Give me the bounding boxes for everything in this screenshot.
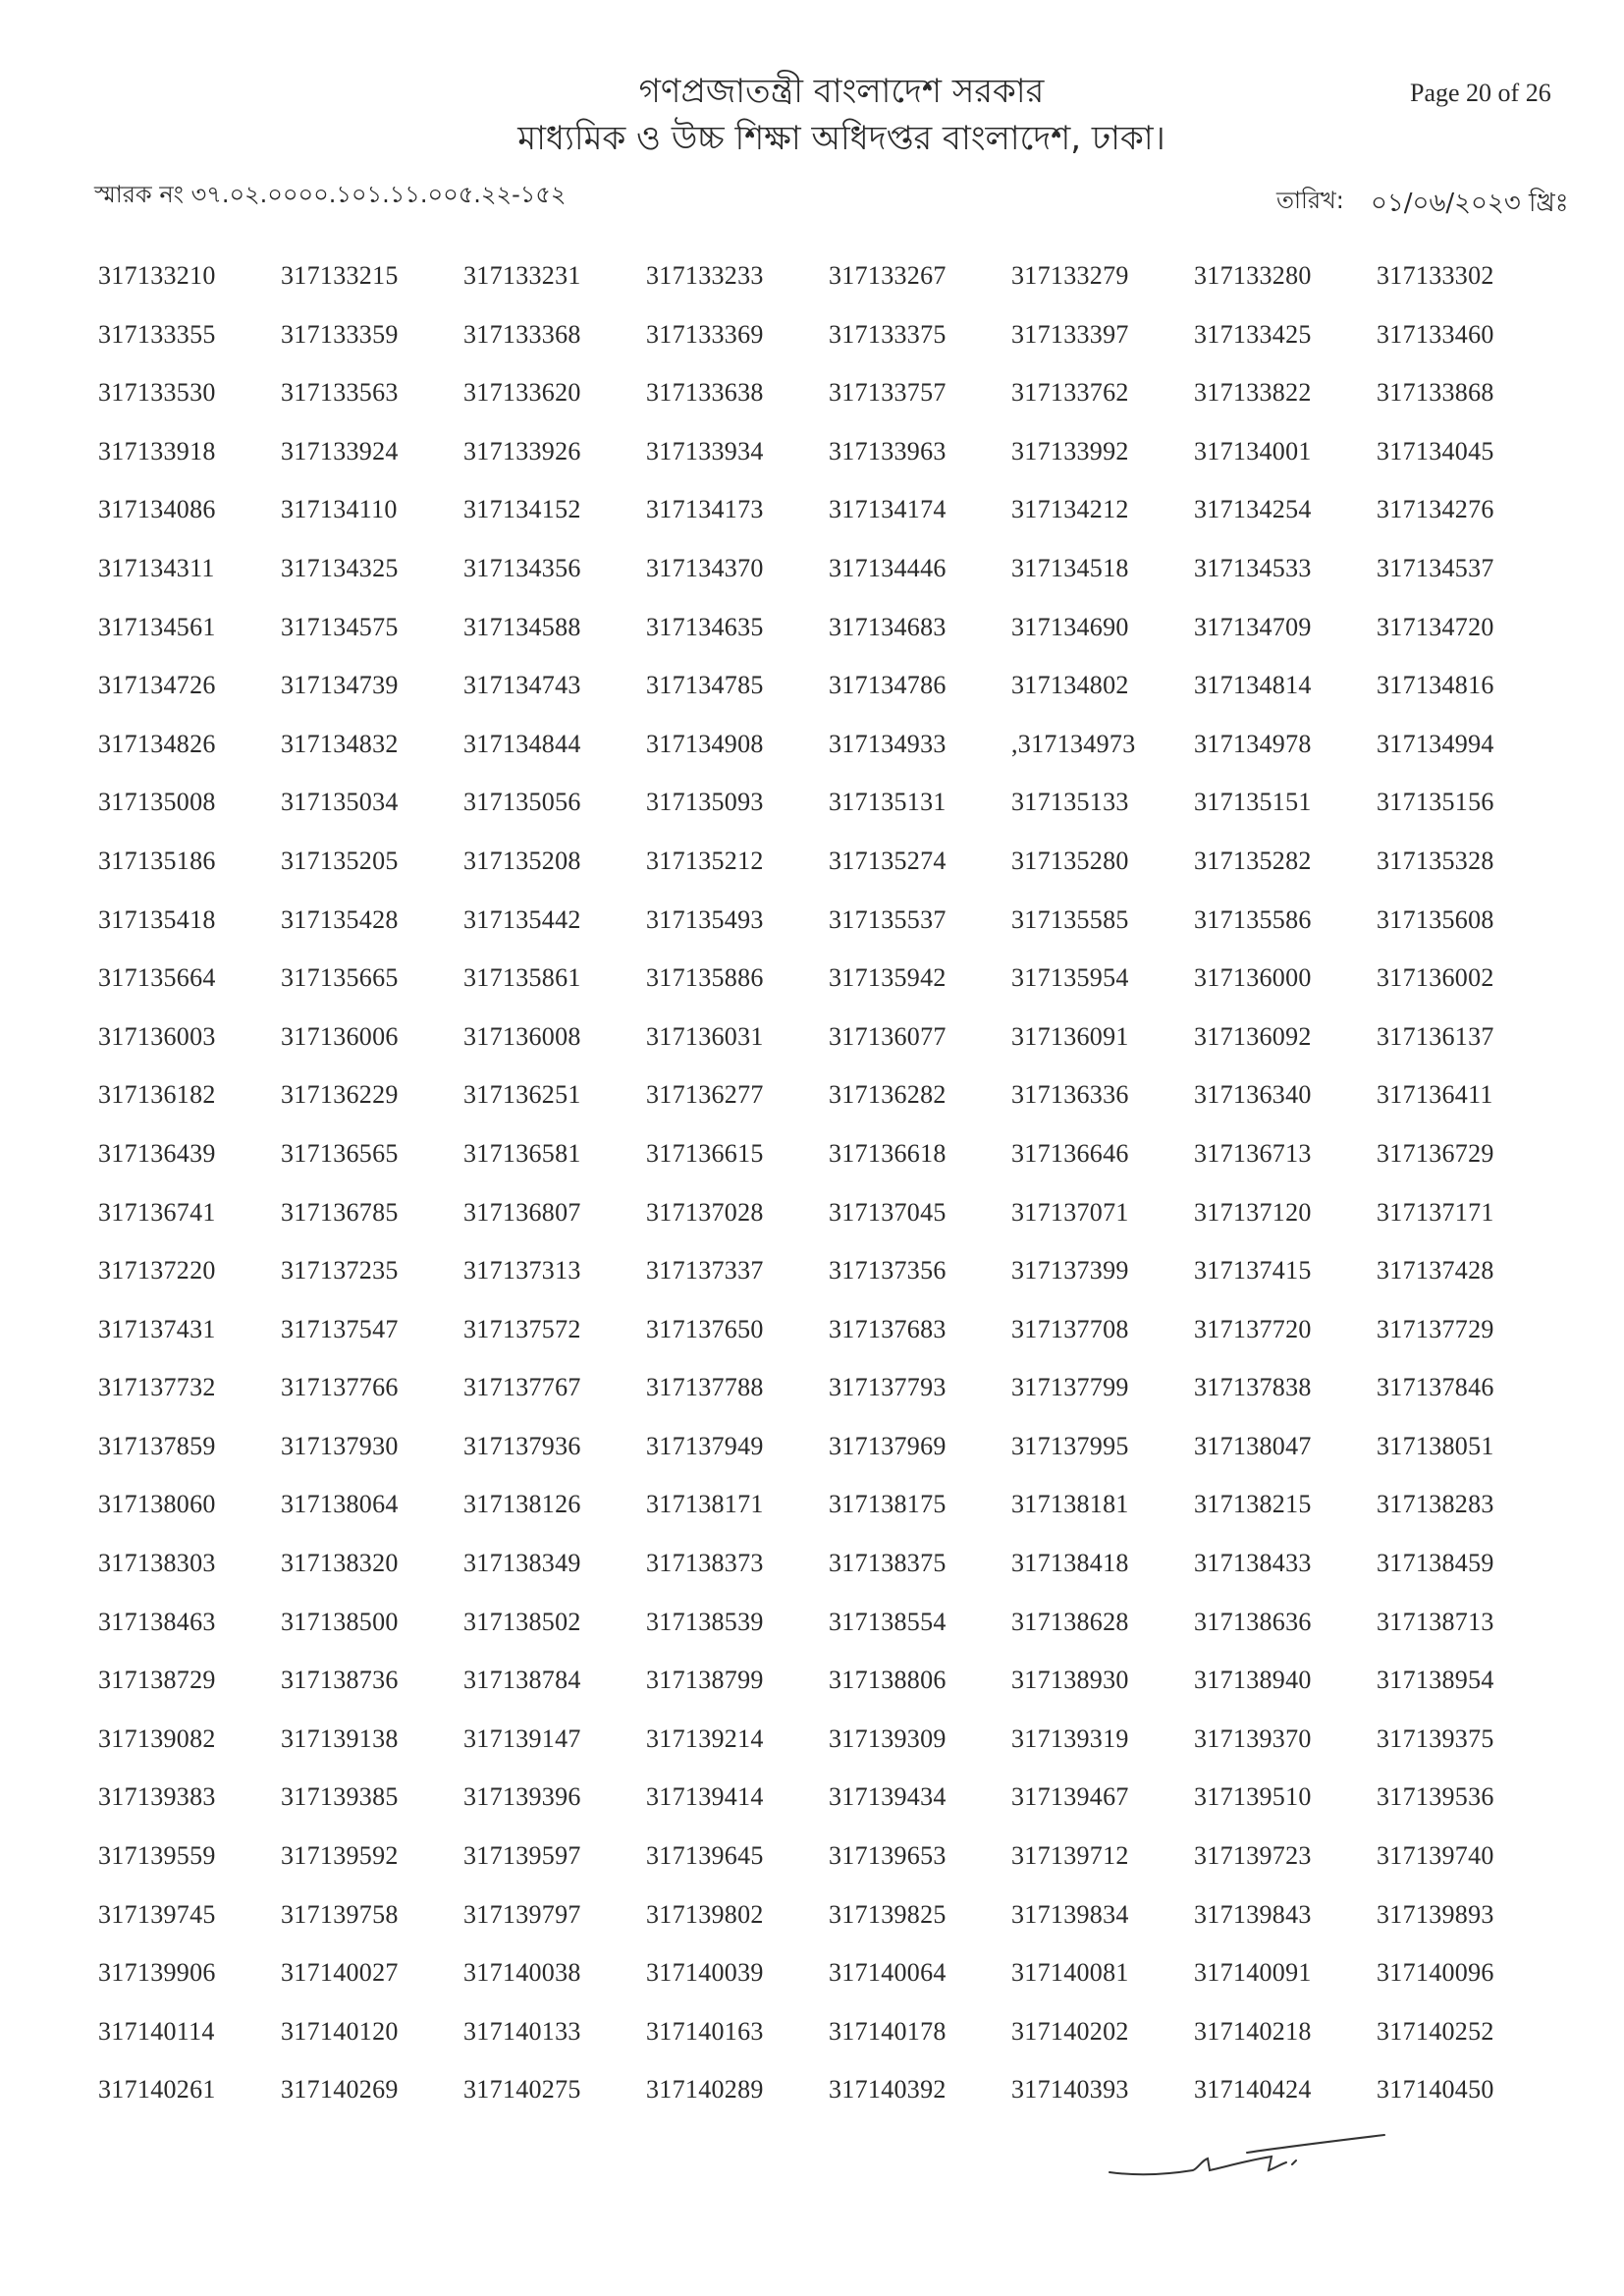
document-header bbox=[0, 69, 1624, 163]
roll-number-cell: 317135156 bbox=[1377, 788, 1494, 817]
roll-number-cell: 317135585 bbox=[1011, 904, 1129, 934]
roll-number-cell: 317138349 bbox=[463, 1549, 581, 1578]
roll-number-cell: 317136618 bbox=[829, 1138, 947, 1168]
roll-number-cell: 317140038 bbox=[463, 1958, 581, 1988]
roll-number-cell: 317137846 bbox=[1377, 1373, 1494, 1402]
roll-number-cell: 317137729 bbox=[1377, 1314, 1494, 1343]
roll-number-cell: 317139319 bbox=[1011, 1723, 1129, 1753]
roll-number-cell: 317138713 bbox=[1377, 1607, 1494, 1636]
roll-number-cell: 317136277 bbox=[646, 1080, 764, 1110]
roll-number-cell: 317136336 bbox=[1011, 1080, 1129, 1110]
roll-number-cell: 317134212 bbox=[1011, 495, 1129, 524]
roll-number-cell: 317140091 bbox=[1194, 1958, 1312, 1988]
roll-number-cell: 317135186 bbox=[98, 846, 216, 875]
government-title: গণপ্রজাতন্ত্রী বাংলাদেশ সরকার bbox=[638, 72, 1045, 111]
roll-number-cell: 317139843 bbox=[1194, 1899, 1312, 1929]
roll-number-cell: 317135886 bbox=[646, 963, 764, 993]
roll-number-cell: 317133563 bbox=[281, 378, 399, 408]
roll-number-cell: 317134173 bbox=[646, 495, 764, 524]
roll-number-cell: 317138320 bbox=[281, 1549, 399, 1578]
roll-number-cell: 317137428 bbox=[1377, 1256, 1494, 1285]
roll-number-cell: 317138215 bbox=[1194, 1490, 1312, 1519]
roll-number-cell: 317138736 bbox=[281, 1666, 399, 1695]
roll-number-cell: 317137399 bbox=[1011, 1256, 1129, 1285]
roll-number-cell: 317133924 bbox=[281, 436, 399, 465]
roll-number-cell: 317139745 bbox=[98, 1899, 216, 1929]
roll-number-cell: 317135428 bbox=[281, 904, 399, 934]
roll-number-cell: 317138500 bbox=[281, 1607, 399, 1636]
roll-number-cell: 317134001 bbox=[1194, 436, 1312, 465]
roll-number-cell: 317138729 bbox=[98, 1666, 216, 1695]
roll-number-cell: 317134832 bbox=[281, 729, 399, 758]
roll-number-cell: 317137859 bbox=[98, 1431, 216, 1460]
roll-number-cell: 317134086 bbox=[98, 495, 216, 524]
roll-number-cell: 317135280 bbox=[1011, 846, 1129, 875]
roll-number-cell: 317138930 bbox=[1011, 1666, 1129, 1695]
roll-number-cell: 317137547 bbox=[281, 1314, 399, 1343]
roll-number-cell: 317135212 bbox=[646, 846, 764, 875]
roll-number-cell: 317133992 bbox=[1011, 436, 1129, 465]
roll-number-cell: 317138636 bbox=[1194, 1607, 1312, 1636]
roll-number-cell: 317138181 bbox=[1011, 1490, 1129, 1519]
roll-number-cell: 317139214 bbox=[646, 1723, 764, 1753]
roll-number-cell: 317137071 bbox=[1011, 1197, 1129, 1227]
roll-number-cell: 317138433 bbox=[1194, 1549, 1312, 1578]
roll-number-cell: 317134588 bbox=[463, 612, 581, 641]
roll-number-cell: 317138283 bbox=[1377, 1490, 1494, 1519]
roll-number-cell: 317135942 bbox=[829, 963, 947, 993]
roll-number-cell: 317134739 bbox=[281, 671, 399, 700]
roll-number-cell: 317139653 bbox=[829, 1841, 947, 1871]
roll-number-cell: 317136785 bbox=[281, 1197, 399, 1227]
roll-number-cell: 317140163 bbox=[646, 2016, 764, 2046]
roll-number-cell: 317136077 bbox=[829, 1021, 947, 1051]
roll-number-cell: 317140275 bbox=[463, 2075, 581, 2105]
roll-number-cell: 317134933 bbox=[829, 729, 947, 758]
roll-number-cell: 317135861 bbox=[463, 963, 581, 993]
roll-number-cell: 317136340 bbox=[1194, 1080, 1312, 1110]
roll-number-cell: 317139559 bbox=[98, 1841, 216, 1871]
roll-number-cell: 317135093 bbox=[646, 788, 764, 817]
roll-number-cell: 317138303 bbox=[98, 1549, 216, 1578]
roll-number-cell: 317133279 bbox=[1011, 261, 1129, 290]
roll-number-cell: 317134446 bbox=[829, 553, 947, 582]
roll-number-cell: 317134110 bbox=[281, 495, 398, 524]
roll-number-cell: 317134683 bbox=[829, 612, 947, 641]
roll-number-cell: 317139467 bbox=[1011, 1782, 1129, 1812]
roll-number-cell: 317139712 bbox=[1011, 1841, 1129, 1871]
roll-number-cell: 317136581 bbox=[463, 1138, 581, 1168]
roll-number-cell: 317137120 bbox=[1194, 1197, 1312, 1227]
roll-number-cell: 317135664 bbox=[98, 963, 216, 993]
roll-number-cell: 317137732 bbox=[98, 1373, 216, 1402]
roll-number-cell: 317133369 bbox=[646, 319, 764, 349]
roll-number-cell: 317137171 bbox=[1377, 1197, 1494, 1227]
roll-number-cell: 317138064 bbox=[281, 1490, 399, 1519]
roll-number-cell: 317136137 bbox=[1377, 1021, 1494, 1051]
roll-number-cell: 317133215 bbox=[281, 261, 399, 290]
date-value: ০১/০৬/২০২৩ খ্রিঃ bbox=[1371, 189, 1569, 218]
date-label: তারিখ: bbox=[1276, 187, 1344, 214]
roll-number-cell: 317133397 bbox=[1011, 319, 1129, 349]
roll-number-cell: 317140133 bbox=[463, 2016, 581, 2046]
roll-number-cell: 317134816 bbox=[1377, 671, 1494, 700]
roll-number-cell: 317138060 bbox=[98, 1490, 216, 1519]
roll-number-cell: 317134690 bbox=[1011, 612, 1129, 641]
roll-number-cell: 317138047 bbox=[1194, 1431, 1312, 1460]
roll-number-cell: 317134720 bbox=[1377, 612, 1494, 641]
roll-number-cell: 317138459 bbox=[1377, 1549, 1494, 1578]
roll-number-cell: 317136565 bbox=[281, 1138, 399, 1168]
roll-number-cell: 317137356 bbox=[829, 1256, 947, 1285]
roll-number-cell: 317134785 bbox=[646, 671, 764, 700]
roll-number-cell: 317134537 bbox=[1377, 553, 1494, 582]
roll-number-cell: 317136411 bbox=[1377, 1080, 1493, 1110]
roll-number-cell: 317135493 bbox=[646, 904, 764, 934]
roll-number-cell: 317140027 bbox=[281, 1958, 399, 1988]
roll-number-cell: 317138373 bbox=[646, 1549, 764, 1578]
roll-number-cell: 317135205 bbox=[281, 846, 399, 875]
roll-number-cell: 317134254 bbox=[1194, 495, 1312, 524]
roll-number-cell: 317138628 bbox=[1011, 1607, 1129, 1636]
roll-number-grid bbox=[98, 261, 1551, 2134]
roll-number-cell: 317134561 bbox=[98, 612, 216, 641]
roll-number-cell: 317133926 bbox=[463, 436, 581, 465]
roll-number-cell: 317136003 bbox=[98, 1021, 216, 1051]
roll-number-cell: 317133375 bbox=[829, 319, 947, 349]
roll-number-cell: 317137415 bbox=[1194, 1256, 1312, 1285]
roll-number-cell: 317139536 bbox=[1377, 1782, 1494, 1812]
roll-number-cell: 317136729 bbox=[1377, 1138, 1494, 1168]
roll-number-cell: 317134533 bbox=[1194, 553, 1312, 582]
signature bbox=[1100, 2131, 1394, 2190]
roll-number-cell: 317137313 bbox=[463, 1256, 581, 1285]
roll-number-cell: 317139414 bbox=[646, 1782, 764, 1812]
roll-number-cell: 317137650 bbox=[646, 1314, 764, 1343]
roll-number-cell: 317133231 bbox=[463, 261, 581, 290]
roll-number-cell: 317134311 bbox=[98, 553, 215, 582]
roll-number-cell: 317140114 bbox=[98, 2016, 215, 2046]
roll-number-cell: 317134370 bbox=[646, 553, 764, 582]
roll-number-cell: 317139797 bbox=[463, 1899, 581, 1929]
roll-number-cell: 317135954 bbox=[1011, 963, 1129, 993]
roll-number-cell: 317135133 bbox=[1011, 788, 1129, 817]
roll-number-cell: 317134575 bbox=[281, 612, 399, 641]
roll-number-cell: 317133638 bbox=[646, 378, 764, 408]
roll-number-cell: 317137337 bbox=[646, 1256, 764, 1285]
roll-number-cell: 317133868 bbox=[1377, 378, 1494, 408]
roll-number-cell: 317138940 bbox=[1194, 1666, 1312, 1695]
roll-number-cell: 317137431 bbox=[98, 1314, 216, 1343]
roll-number-cell: 317139893 bbox=[1377, 1899, 1494, 1929]
roll-number-cell: 317140424 bbox=[1194, 2075, 1312, 2105]
roll-number-cell: 317137235 bbox=[281, 1256, 399, 1285]
roll-number-cell: 317139375 bbox=[1377, 1723, 1494, 1753]
roll-number-cell: 317135151 bbox=[1194, 788, 1312, 817]
roll-number-cell: 317133267 bbox=[829, 261, 947, 290]
roll-number-cell: 317136646 bbox=[1011, 1138, 1129, 1168]
roll-number-cell: 317135418 bbox=[98, 904, 216, 934]
roll-number-cell: 317134045 bbox=[1377, 436, 1494, 465]
roll-number-cell: 317140252 bbox=[1377, 2016, 1494, 2046]
roll-number-cell: 317139138 bbox=[281, 1723, 399, 1753]
roll-number-cell: 317133963 bbox=[829, 436, 947, 465]
roll-number-cell: 317136807 bbox=[463, 1197, 581, 1227]
roll-number-cell: 317135328 bbox=[1377, 846, 1494, 875]
roll-number-cell: 317137708 bbox=[1011, 1314, 1129, 1343]
roll-number-cell: 317137949 bbox=[646, 1431, 764, 1460]
roll-number-cell: 317133762 bbox=[1011, 378, 1129, 408]
roll-number-cell: 317136091 bbox=[1011, 1021, 1129, 1051]
roll-number-cell: 317139147 bbox=[463, 1723, 581, 1753]
roll-number-cell: 317135056 bbox=[463, 788, 581, 817]
roll-number-cell: 317134635 bbox=[646, 612, 764, 641]
roll-number-cell: 317136741 bbox=[98, 1197, 216, 1227]
roll-number-cell: 317140081 bbox=[1011, 1958, 1129, 1988]
roll-number-cell: 317136713 bbox=[1194, 1138, 1312, 1168]
roll-number-cell: 317133368 bbox=[463, 319, 581, 349]
roll-number-cell: 317138539 bbox=[646, 1607, 764, 1636]
roll-number-cell: 317140269 bbox=[281, 2075, 399, 2105]
roll-number-cell: 317140039 bbox=[646, 1958, 764, 1988]
roll-number-cell: 317135008 bbox=[98, 788, 216, 817]
roll-number-cell: 317134743 bbox=[463, 671, 581, 700]
roll-number-cell: 317137995 bbox=[1011, 1431, 1129, 1460]
roll-number-cell: 317138554 bbox=[829, 1607, 947, 1636]
roll-number-cell: 317139906 bbox=[98, 1958, 216, 1988]
roll-number-cell: 317134518 bbox=[1011, 553, 1129, 582]
roll-number-cell: 317137936 bbox=[463, 1431, 581, 1460]
roll-number-cell: 317139825 bbox=[829, 1899, 947, 1929]
roll-number-cell: 317133822 bbox=[1194, 378, 1312, 408]
roll-number-cell: 317134726 bbox=[98, 671, 216, 700]
roll-number-cell: 317137969 bbox=[829, 1431, 947, 1460]
roll-number-cell: 317136092 bbox=[1194, 1021, 1312, 1051]
roll-number-cell: 317139383 bbox=[98, 1782, 216, 1812]
roll-number-cell: 317135208 bbox=[463, 846, 581, 875]
roll-number-cell: 317136615 bbox=[646, 1138, 764, 1168]
roll-number-cell: 317140120 bbox=[281, 2016, 399, 2046]
roll-number-cell: 317140202 bbox=[1011, 2016, 1129, 2046]
roll-number-cell: 317134844 bbox=[463, 729, 581, 758]
roll-number-cell: 317140392 bbox=[829, 2075, 947, 2105]
roll-number-cell: 317134994 bbox=[1377, 729, 1494, 758]
roll-number-cell: 317139834 bbox=[1011, 1899, 1129, 1929]
roll-number-cell: 317134814 bbox=[1194, 671, 1312, 700]
roll-number-cell: 317137766 bbox=[281, 1373, 399, 1402]
roll-number-cell: 317136251 bbox=[463, 1080, 581, 1110]
roll-number-cell: 317139396 bbox=[463, 1782, 581, 1812]
roll-number-cell: 317133233 bbox=[646, 261, 764, 290]
roll-number-cell: 317137683 bbox=[829, 1314, 947, 1343]
roll-number-cell: 317133934 bbox=[646, 436, 764, 465]
roll-number-cell: 317135034 bbox=[281, 788, 399, 817]
roll-number-cell: 317133280 bbox=[1194, 261, 1312, 290]
roll-number-cell: 317137028 bbox=[646, 1197, 764, 1227]
roll-number-cell: 317138806 bbox=[829, 1666, 947, 1695]
directorate-title: মাধ্যমিক ও উচ্চ শিক্ষা অধিদপ্তর বাংলাদেশ, ঢাকা। bbox=[517, 119, 1165, 158]
roll-number-cell: 317140178 bbox=[829, 2016, 947, 2046]
roll-number-cell: 317136002 bbox=[1377, 963, 1494, 993]
roll-number-cell: 317134826 bbox=[98, 729, 216, 758]
page-number: Page 20 of 26 bbox=[1410, 79, 1551, 107]
roll-number-cell: 317134356 bbox=[463, 553, 581, 582]
roll-number-cell: 317135665 bbox=[281, 963, 399, 993]
roll-number-cell: 317137045 bbox=[829, 1197, 947, 1227]
roll-number-cell: 317134978 bbox=[1194, 729, 1312, 758]
roll-number-cell: 317136006 bbox=[281, 1021, 399, 1051]
roll-number-cell: 317134325 bbox=[281, 553, 399, 582]
roll-number-cell: 317140261 bbox=[98, 2075, 216, 2105]
roll-number-cell: 317136229 bbox=[281, 1080, 399, 1110]
roll-number-cell: 317138463 bbox=[98, 1607, 216, 1636]
roll-number-cell: 317137838 bbox=[1194, 1373, 1312, 1402]
memo-number: স্মারক নং ৩৭.০২.০০০০.১০১.১১.০০৫.২২-১৫২ bbox=[94, 181, 567, 208]
roll-number-cell: 317133355 bbox=[98, 319, 216, 349]
roll-number-cell: 317136000 bbox=[1194, 963, 1312, 993]
roll-number-cell: 317136282 bbox=[829, 1080, 947, 1110]
roll-number-cell: 317134276 bbox=[1377, 495, 1494, 524]
roll-number-cell: 317140289 bbox=[646, 2075, 764, 2105]
roll-number-cell: 317138502 bbox=[463, 1607, 581, 1636]
roll-number-cell: 317134786 bbox=[829, 671, 947, 700]
roll-number-cell: 317139802 bbox=[646, 1899, 764, 1929]
roll-number-cell: 317138051 bbox=[1377, 1431, 1494, 1460]
roll-number-cell: 317136031 bbox=[646, 1021, 764, 1051]
roll-number-cell: 317136008 bbox=[463, 1021, 581, 1051]
roll-number-cell: 317135586 bbox=[1194, 904, 1312, 934]
roll-number-cell: 317139723 bbox=[1194, 1841, 1312, 1871]
roll-number-cell: 317137793 bbox=[829, 1373, 947, 1402]
roll-number-cell: 317133425 bbox=[1194, 319, 1312, 349]
roll-number-cell: 317139370 bbox=[1194, 1723, 1312, 1753]
roll-number-cell: 317134709 bbox=[1194, 612, 1312, 641]
roll-number-cell: 317133359 bbox=[281, 319, 399, 349]
roll-number-cell: 317139510 bbox=[1194, 1782, 1312, 1812]
roll-number-cell: 317135274 bbox=[829, 846, 947, 875]
roll-number-cell: 317140393 bbox=[1011, 2075, 1129, 2105]
roll-number-cell: 317140096 bbox=[1377, 1958, 1494, 1988]
roll-number-cell: 317133460 bbox=[1377, 319, 1494, 349]
roll-number-cell: 317133530 bbox=[98, 378, 216, 408]
roll-number-cell: 317137720 bbox=[1194, 1314, 1312, 1343]
roll-number-cell: 317138375 bbox=[829, 1549, 947, 1578]
roll-number-cell: 317139082 bbox=[98, 1723, 216, 1753]
roll-number-cell: 317137572 bbox=[463, 1314, 581, 1343]
roll-number-cell: ,317134973 bbox=[1011, 729, 1136, 758]
roll-number-cell: 317138418 bbox=[1011, 1549, 1129, 1578]
roll-number-cell: 317134152 bbox=[463, 495, 581, 524]
roll-number-cell: 317139309 bbox=[829, 1723, 947, 1753]
roll-number-cell: 317138954 bbox=[1377, 1666, 1494, 1695]
roll-number-cell: 317139740 bbox=[1377, 1841, 1494, 1871]
roll-number-cell: 317134908 bbox=[646, 729, 764, 758]
roll-number-cell: 317135282 bbox=[1194, 846, 1312, 875]
roll-number-cell: 317133210 bbox=[98, 261, 216, 290]
roll-number-cell: 317139434 bbox=[829, 1782, 947, 1812]
roll-number-cell: 317137220 bbox=[98, 1256, 216, 1285]
roll-number-cell: 317137788 bbox=[646, 1373, 764, 1402]
roll-number-cell: 317139597 bbox=[463, 1841, 581, 1871]
roll-number-cell: 317138799 bbox=[646, 1666, 764, 1695]
roll-number-cell: 317135442 bbox=[463, 904, 581, 934]
roll-number-cell: 317137799 bbox=[1011, 1373, 1129, 1402]
roll-number-cell: 317138784 bbox=[463, 1666, 581, 1695]
roll-number-cell: 317139758 bbox=[281, 1899, 399, 1929]
roll-number-cell: 317135537 bbox=[829, 904, 947, 934]
roll-number-cell: 317140450 bbox=[1377, 2075, 1494, 2105]
roll-number-cell: 317137767 bbox=[463, 1373, 581, 1402]
roll-number-cell: 317138126 bbox=[463, 1490, 581, 1519]
roll-number-cell: 317138175 bbox=[829, 1490, 947, 1519]
roll-number-cell: 317137930 bbox=[281, 1431, 399, 1460]
roll-number-cell: 317133620 bbox=[463, 378, 581, 408]
roll-number-cell: 317133757 bbox=[829, 378, 947, 408]
roll-number-cell: 317139385 bbox=[281, 1782, 399, 1812]
roll-number-cell: 317140064 bbox=[829, 1958, 947, 1988]
roll-number-cell: 317136439 bbox=[98, 1138, 216, 1168]
roll-number-cell: 317134174 bbox=[829, 495, 947, 524]
roll-number-cell: 317140218 bbox=[1194, 2016, 1312, 2046]
roll-number-cell: 317135608 bbox=[1377, 904, 1494, 934]
roll-number-cell: 317135131 bbox=[829, 788, 947, 817]
roll-number-cell: 317138171 bbox=[646, 1490, 764, 1519]
roll-number-cell: 317133302 bbox=[1377, 261, 1494, 290]
roll-number-cell: 317139592 bbox=[281, 1841, 399, 1871]
roll-number-cell: 317133918 bbox=[98, 436, 216, 465]
roll-number-cell: 317134802 bbox=[1011, 671, 1129, 700]
roll-number-cell: 317136182 bbox=[98, 1080, 216, 1110]
roll-number-cell: 317139645 bbox=[646, 1841, 764, 1871]
